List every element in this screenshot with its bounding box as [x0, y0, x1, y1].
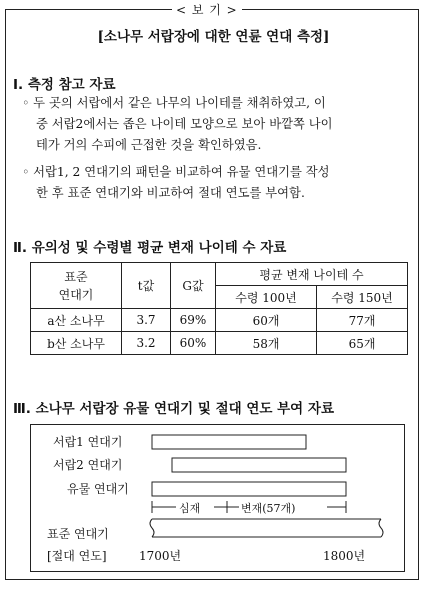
table-header-age100: 수령 100년: [216, 286, 317, 309]
row-age150: 77개: [317, 309, 408, 332]
document-title: [소나무 서랍장에 대한 연륜 연대 측정]: [97, 29, 330, 45]
row-t: 3.7: [122, 309, 171, 332]
header-line: 연대기: [58, 287, 94, 302]
diagram-bars: [31, 425, 406, 573]
chronology-diagram: [30, 424, 405, 572]
table-header-t: t값: [122, 263, 171, 309]
text-line: ◦ 두 곳의 서랍에서 같은 나무의 나이테를 채취하였고, 이: [22, 96, 326, 110]
section2-heading: Ⅱ. 유의성 및 수령별 평균 변재 나이테 수 자료: [13, 240, 287, 256]
standard-bar: [150, 519, 383, 537]
table-header-g: G값: [171, 263, 216, 309]
row-age100: 60개: [216, 309, 317, 332]
text-line: 중 서랍2에서는 좁은 나이테 모양으로 보아 바깥쪽 나이: [36, 117, 333, 131]
text-line: ◦ 서랍1, 2 연대기의 패턴을 비교하여 유물 연대기를 작성: [22, 165, 330, 179]
drawer2-label: 서랍2 연대기: [53, 458, 123, 472]
row-age100: 58개: [216, 332, 317, 355]
absolute-year-label: [절대 연도]: [47, 549, 107, 563]
drawer1-bar: [152, 435, 306, 449]
drawer1-label: 서랍1 연대기: [53, 435, 123, 449]
ring-data-table: [30, 262, 408, 355]
table-header-row: [31, 263, 408, 286]
section3-heading: Ⅲ. 소나무 서랍장 유물 연대기 및 절대 연도 부여 자료: [13, 401, 335, 417]
row-g: 60%: [171, 332, 216, 355]
table-row: [31, 309, 408, 332]
artifact-bar: [152, 482, 346, 496]
section1-bullet2: [22, 162, 414, 204]
standard-label: 표준 연대기: [47, 527, 109, 541]
table-header-species: [31, 263, 122, 309]
text-line: 테가 거의 수피에 근접한 것을 확인하였음.: [36, 138, 262, 152]
drawer2-bar: [172, 458, 346, 472]
section1-bullet1: [22, 93, 414, 156]
table-header-age150: 수령 150년: [317, 286, 408, 309]
text-line: 한 후 표준 연대기와 비교하여 절대 연도를 부여함.: [36, 186, 305, 200]
year-start-label: 1700년: [139, 549, 182, 563]
table-header-avg: 평균 변재 나이테 수: [216, 263, 408, 286]
box-label: < 보 기 >: [172, 1, 242, 18]
header-line: 표준: [64, 269, 88, 284]
year-end-label: 1800년: [323, 549, 366, 563]
heartwood-label: 심재: [179, 502, 201, 515]
table-row: [31, 332, 408, 355]
artifact-label: 유물 연대기: [67, 482, 129, 496]
section1-heading: Ⅰ. 측정 참고 자료: [13, 77, 116, 93]
row-age150: 65개: [317, 332, 408, 355]
row-species: b산 소나무: [31, 332, 122, 355]
row-g: 69%: [171, 309, 216, 332]
row-species: a산 소나무: [31, 309, 122, 332]
row-t: 3.2: [122, 332, 171, 355]
sapwood-label: 변재(57개): [241, 502, 296, 515]
